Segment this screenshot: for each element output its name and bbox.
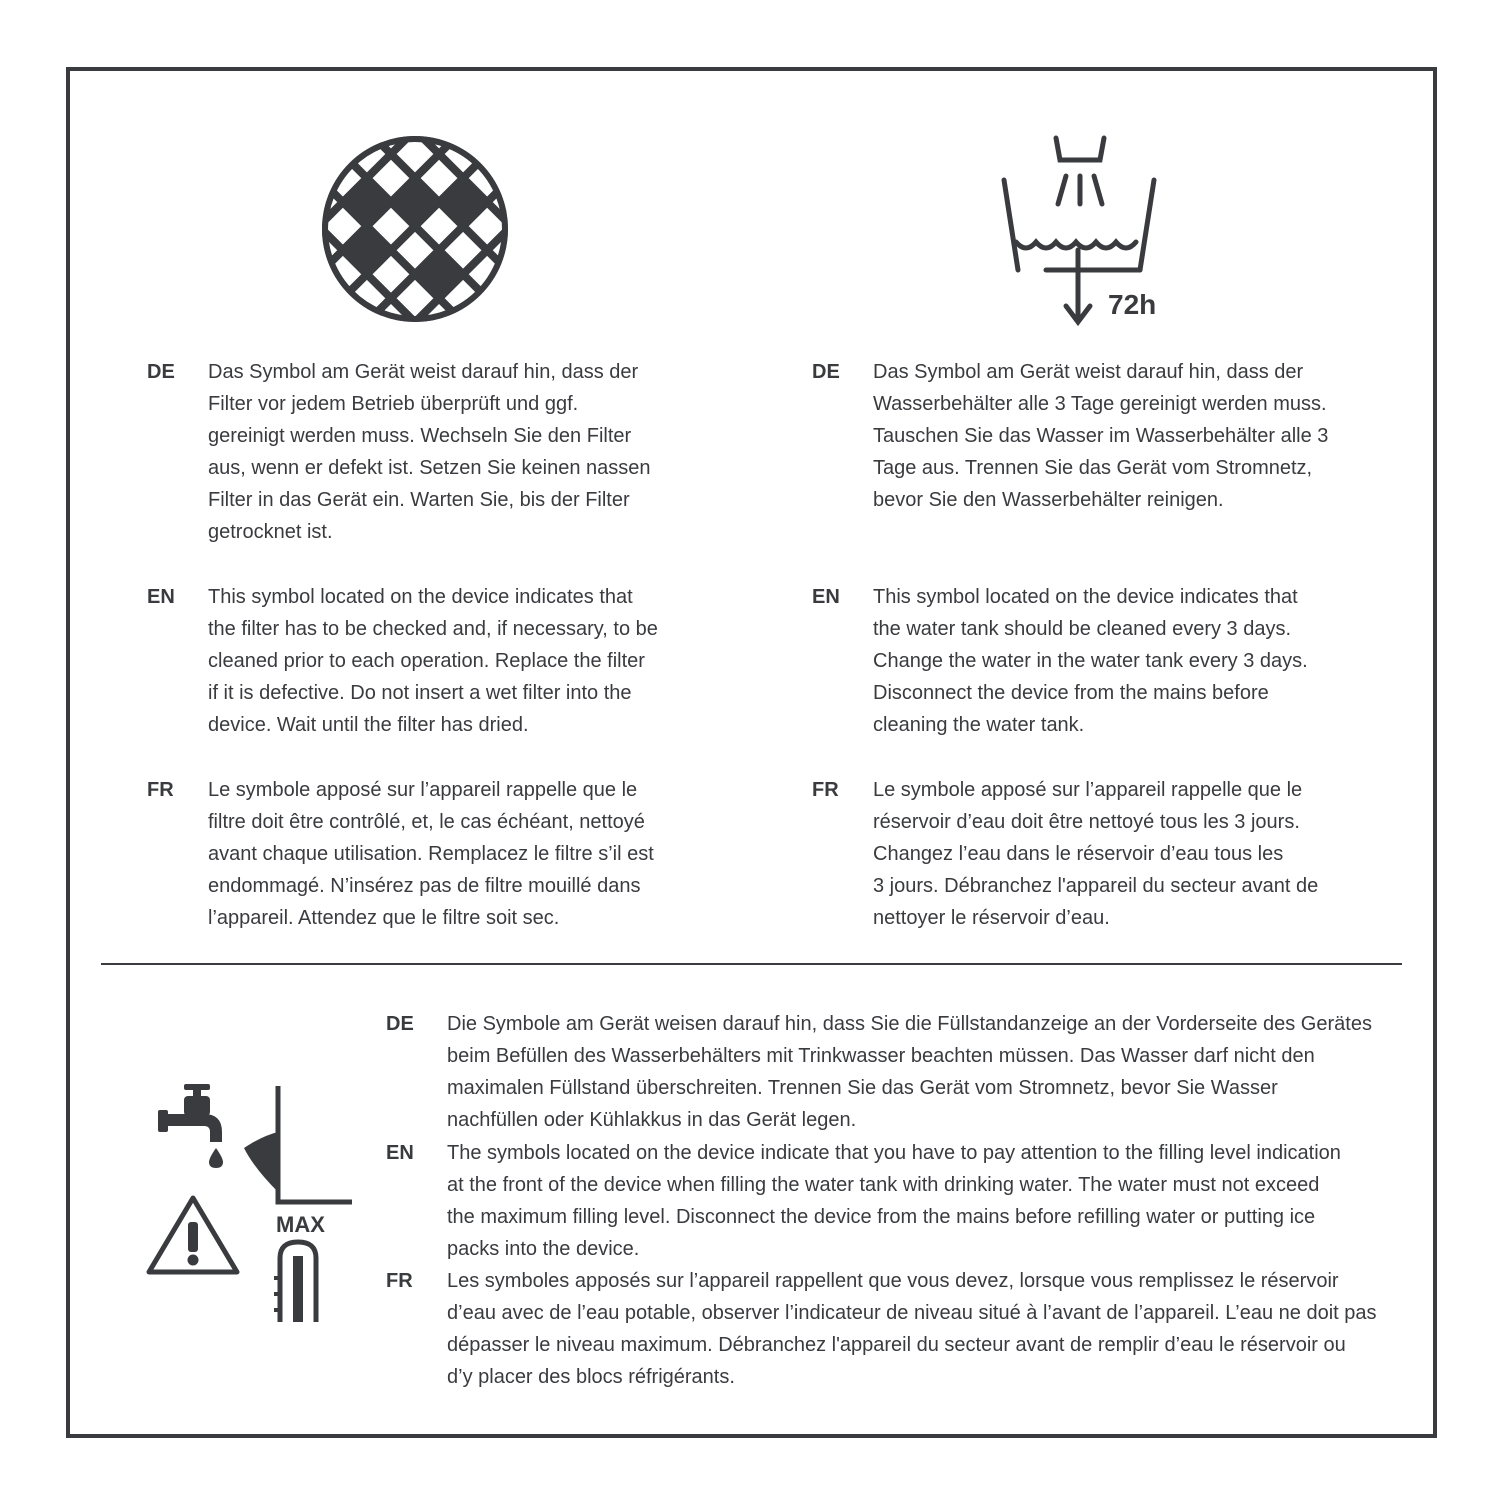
text-line: Das Symbol am Gerät weist darauf hin, dass der: [873, 361, 1304, 383]
text-line: Changez l’eau dans le réservoir d’eau tous les: [873, 843, 1284, 865]
max-label: MAX: [276, 1212, 325, 1237]
text-line: maximalen Füllstand überschreiten. Trennen Sie das Gerät vom Stromnetz, bevor Sie Wasser: [447, 1077, 1278, 1099]
lang-code: FR: [386, 1270, 413, 1292]
text-line: Filter vor jedem Betrieb überprüft und ggf.: [208, 393, 579, 415]
text-line: Disconnect the device from the mains before: [873, 682, 1269, 704]
text-line: if it is defective. Do not insert a wet filter into the: [208, 682, 632, 704]
text-line: 3 jours. Débranchez l'appareil du secteur avant de: [873, 875, 1319, 897]
lang-code: DE: [147, 361, 175, 383]
text-line: packs into the device.: [447, 1238, 640, 1260]
text-line: Change the water in the water tank every 3 days.: [873, 650, 1308, 672]
section-text: [447, 1137, 1341, 1265]
top-right-fr: [812, 774, 1392, 944]
top-left-fr: [147, 774, 707, 944]
top-right-de: [812, 356, 1392, 526]
text-line: Le symbole apposé sur l’appareil rappelle que le: [873, 779, 1303, 801]
top-left-de: [147, 356, 707, 556]
bottom-en: [386, 1137, 1406, 1267]
text-line: cleaned prior to each operation. Replace the filter: [208, 650, 645, 672]
interval-label: 72h: [1108, 289, 1157, 320]
water-tank-icon: [990, 130, 1170, 330]
section-text: [873, 774, 1318, 934]
section-text: [447, 1265, 1377, 1393]
text-line: getrocknet ist.: [208, 521, 333, 543]
text-line: dépasser le niveau maximum. Débranchez l'appareil du secteur avant de remplir d’eau le réservoir ou: [447, 1334, 1346, 1356]
text-line: the water tank should be cleaned every 3 days.: [873, 618, 1292, 640]
bottom-fr: [386, 1265, 1406, 1395]
text-line: aus, wenn er defekt ist. Setzen Sie keinen nassen: [208, 457, 651, 479]
section-text: [208, 356, 651, 548]
text-line: avant chaque utilisation. Remplacez le filtre s’il est: [208, 843, 654, 865]
bottom-de: [386, 1008, 1406, 1138]
text-line: Das Symbol am Gerät weist darauf hin, dass der: [208, 361, 639, 383]
section-text: [447, 1008, 1372, 1136]
text-line: Le symbole apposé sur l’appareil rappelle que le: [208, 779, 638, 801]
text-line: bevor Sie den Wasserbehälter reinigen.: [873, 489, 1224, 511]
text-line: Tauschen Sie das Wasser im Wasserbehälter alle 3: [873, 425, 1329, 447]
text-line: filtre doit être contrôlé, et, le cas échéant, nettoyé: [208, 811, 645, 833]
top-right-en: [812, 581, 1392, 751]
text-line: at the front of the device when filling the water tank with drinking water. The water must not exceed: [447, 1174, 1320, 1196]
text-line: device. Wait until the filter has dried.: [208, 714, 529, 736]
text-line: This symbol located on the device indicates that: [873, 586, 1298, 608]
text-line: gereinigt werden muss. Wechseln Sie den Filter: [208, 425, 632, 447]
text-line: Wasserbehälter alle 3 Tage gereinigt werden muss.: [873, 393, 1327, 415]
filter-grid-icon: [320, 134, 510, 324]
lang-code: EN: [386, 1142, 414, 1164]
text-line: endommagé. N’insérez pas de filtre mouillé dans: [208, 875, 641, 897]
text-line: Die Symbole am Gerät weisen darauf hin, dass Sie die Füllstandanzeige an der Vorderseite des Gerätes: [447, 1013, 1372, 1035]
lang-code: EN: [812, 586, 840, 608]
section-text: [873, 581, 1308, 741]
faucet-icon: [156, 1082, 236, 1168]
tank-level-icon: [240, 1082, 360, 1242]
text-line: nettoyer le réservoir d’eau.: [873, 907, 1110, 929]
text-line: réservoir d’eau doit être nettoyé tous les 3 jours.: [873, 811, 1300, 833]
section-divider: [101, 963, 1402, 965]
lang-code: DE: [812, 361, 840, 383]
text-line: Les symboles apposés sur l’appareil rappellent que vous devez, lorsque vous remplissez le réservoir: [447, 1270, 1339, 1292]
warning-triangle-icon: [145, 1192, 241, 1278]
lang-code: FR: [812, 779, 839, 801]
text-line: beim Befüllen des Wasserbehälters mit Trinkwasser beachten müssen. Das Wasser darf nicht den: [447, 1045, 1315, 1067]
text-line: nachfüllen oder Kühlakkus in das Gerät legen.: [447, 1109, 857, 1131]
thermometer-level-icon: [272, 1238, 324, 1324]
text-line: l’appareil. Attendez que le filtre soit sec.: [208, 907, 560, 929]
text-line: d’eau avec de l’eau potable, observer l’indicateur de niveau situé à l’avant de l’appareil. L’eau ne doit pas: [447, 1302, 1377, 1324]
text-line: cleaning the water tank.: [873, 714, 1085, 736]
text-line: Tage aus. Trennen Sie das Gerät vom Stromnetz,: [873, 457, 1313, 479]
lang-code: DE: [386, 1013, 414, 1035]
text-line: This symbol located on the device indicates that: [208, 586, 633, 608]
top-left-en: [147, 581, 707, 751]
section-text: [873, 356, 1328, 516]
section-text: [208, 774, 654, 934]
text-line: the filter has to be checked and, if necessary, to be: [208, 618, 658, 640]
text-line: the maximum filling level. Disconnect the device from the mains before refilling water or putting ice: [447, 1206, 1316, 1228]
text-line: Filter in das Gerät ein. Warten Sie, bis der Filter: [208, 489, 630, 511]
lang-code: FR: [147, 779, 174, 801]
text-line: The symbols located on the device indicate that you have to pay attention to the filling level indication: [447, 1142, 1341, 1164]
text-line: d’y placer des blocs réfrigérants.: [447, 1366, 735, 1388]
lang-code: EN: [147, 586, 175, 608]
section-text: [208, 581, 658, 741]
